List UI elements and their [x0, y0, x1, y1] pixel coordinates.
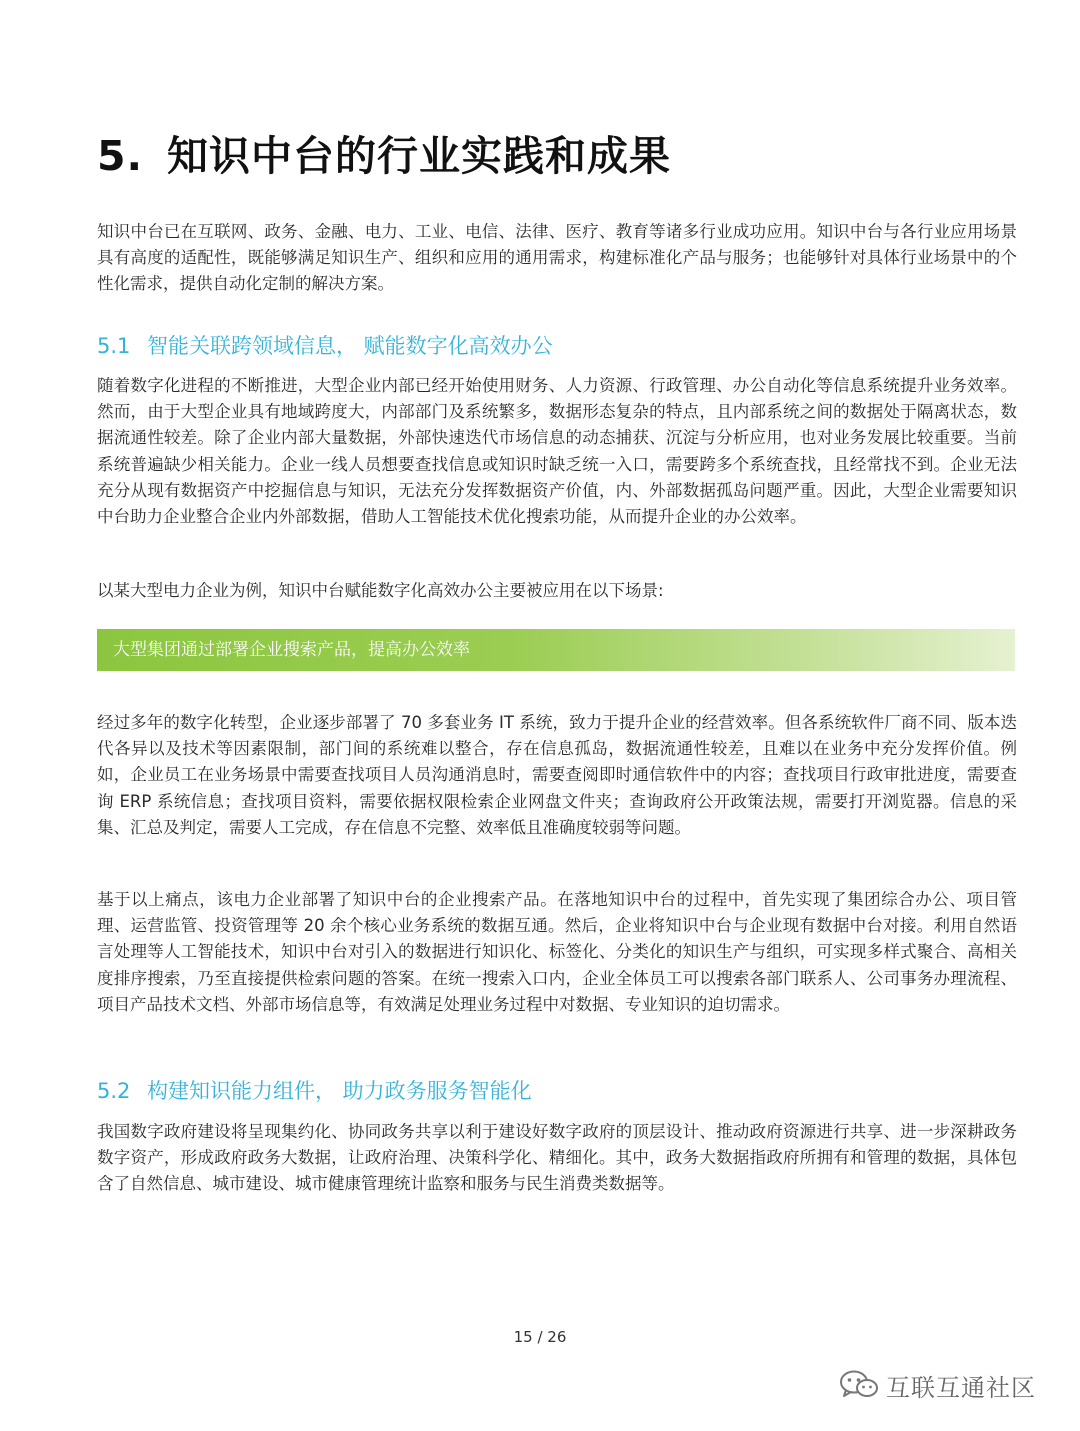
section-number: 5.1	[97, 334, 131, 358]
section-heading-text: 智能关联跨领域信息， 赋能数字化高效办公	[147, 334, 553, 358]
section-5-1-paragraph-1: 随着数字化进程的不断推进，大型企业内部已经开始使用财务、人力资源、行政管理、办公自动化等信息系统提升业务效率。然而，由于大型企业具有地域跨度大，内部部门及系统繁多，数据形态复杂的特点，且内部系统之间的数据处于隔离状态，数据流通性较差。除了企业内部大量数据，外部快速迭代市场信息的动态捕获、沉淀与分析应用，也对业务发展比较重要。当前系统普遍缺少相关能力。企业一线人员想要查找信息或知识时缺乏统一入口，需要跨多个系统查找，且经常找不到。企业无法充分从现有数据资产中挖掘信息与知识，无法充分发挥数据资产价值，内、外部数据孤岛问题严重。因此，大型企业需要知识中台助力企业整合企业内外部数据，借助人工智能技术优化搜索功能，从而提升企业的办公效率。	[97, 376, 1017, 527]
section-5-2-paragraph-1: 我国数字政府建设将呈现集约化、协同政务共享以利于建设好数字政府的顶层设计、推动政府资源进行共享、进一步深耕政务数字资产，形成政府政务大数据，让政府治理、决策科学化、精细化。其中，政务大数据指政府所拥有和管理的数据，具体包含了自然信息、城市建设、城市健康管理统计监察和服务与民生消费类数据等。	[97, 1122, 1017, 1194]
section-5-1-paragraph-3: 经过多年的数字化转型，企业逐步部署了 70 多套业务 IT 系统，致力于提升企业的经营效率。但各系统软件厂商不同、版本迭代各异以及技术等因素限制，部门间的系统难以整合，存在信息孤岛，数据流通性较差，且难以在业务中充分发挥价值。例如，企业员工在业务场景中需要查找项目人员沟通消息时，需要查阅即时通信软件中的内容；查找项目行政审批进度，需要查询 ERP 系统信息；查找项目资料，需要依据权限检索企业网盘文件夹；查询政府公开政策法规，需要打开浏览器。信息的采集、汇总及判定，需要人工完成，存在信息不完整、效率低且准确度较弱等问题。	[97, 713, 1017, 837]
page-number: 15 / 26	[513, 1328, 567, 1346]
scenario-banner	[97, 629, 1015, 671]
chapter-title	[97, 128, 997, 184]
section-number: 5.2	[97, 1079, 131, 1103]
section-5-1-paragraph-4: 基于以上痛点，该电力企业部署了知识中台的企业搜索产品。在落地知识中台的过程中，首先实现了集团综合办公、项目管理、运营监管、投资管理等 20 余个核心业务系统的数据互通。然后，企业将知识中台与企业现有数据中台对接。利用自然语言处理等人工智能技术，知识中台对引入的数据进行知识化、标签化、分类化的知识生产与组织，可实现多样式聚合、高相关度排序搜索，乃至直接提供检索问题的答案。在统一搜索入口内，企业全体员工可以搜索各部门联系人、公司事务办理流程、项目产品技术文档、外部市场信息等，有效满足处理业务过程中对数据、专业知识的迫切需求。	[97, 890, 1017, 1014]
section-heading-text: 构建知识能力组件， 助力政务服务智能化	[147, 1079, 532, 1103]
scenario-banner-text: 大型集团通过部署企业搜索产品，提高办公效率	[113, 640, 470, 660]
watermark-text: 互联互通社区	[886, 1373, 1036, 1402]
watermark	[838, 1365, 1058, 1405]
intro-paragraph: 知识中台已在互联网、政务、金融、电力、工业、电信、法律、医疗、教育等诸多行业成功应用。知识中台与各行业应用场景具有高度的适配性，既能够满足知识生产、组织和应用的通用需求，构建标准化产品与服务；也能够针对具体行业场景中的个性化需求，提供自动化定制的解决方案。	[97, 222, 1017, 294]
section-heading-5-2	[97, 1076, 997, 1106]
section-5-1-paragraph-2: 以某大型电力企业为例，知识中台赋能数字化高效办公主要被应用在以下场景:	[97, 581, 664, 600]
wechat-icon	[838, 1369, 880, 1401]
chapter-title-text: 知识中台的行业实践和成果	[167, 132, 671, 180]
section-heading-5-1	[97, 331, 997, 361]
chapter-number: 5.	[97, 132, 144, 180]
